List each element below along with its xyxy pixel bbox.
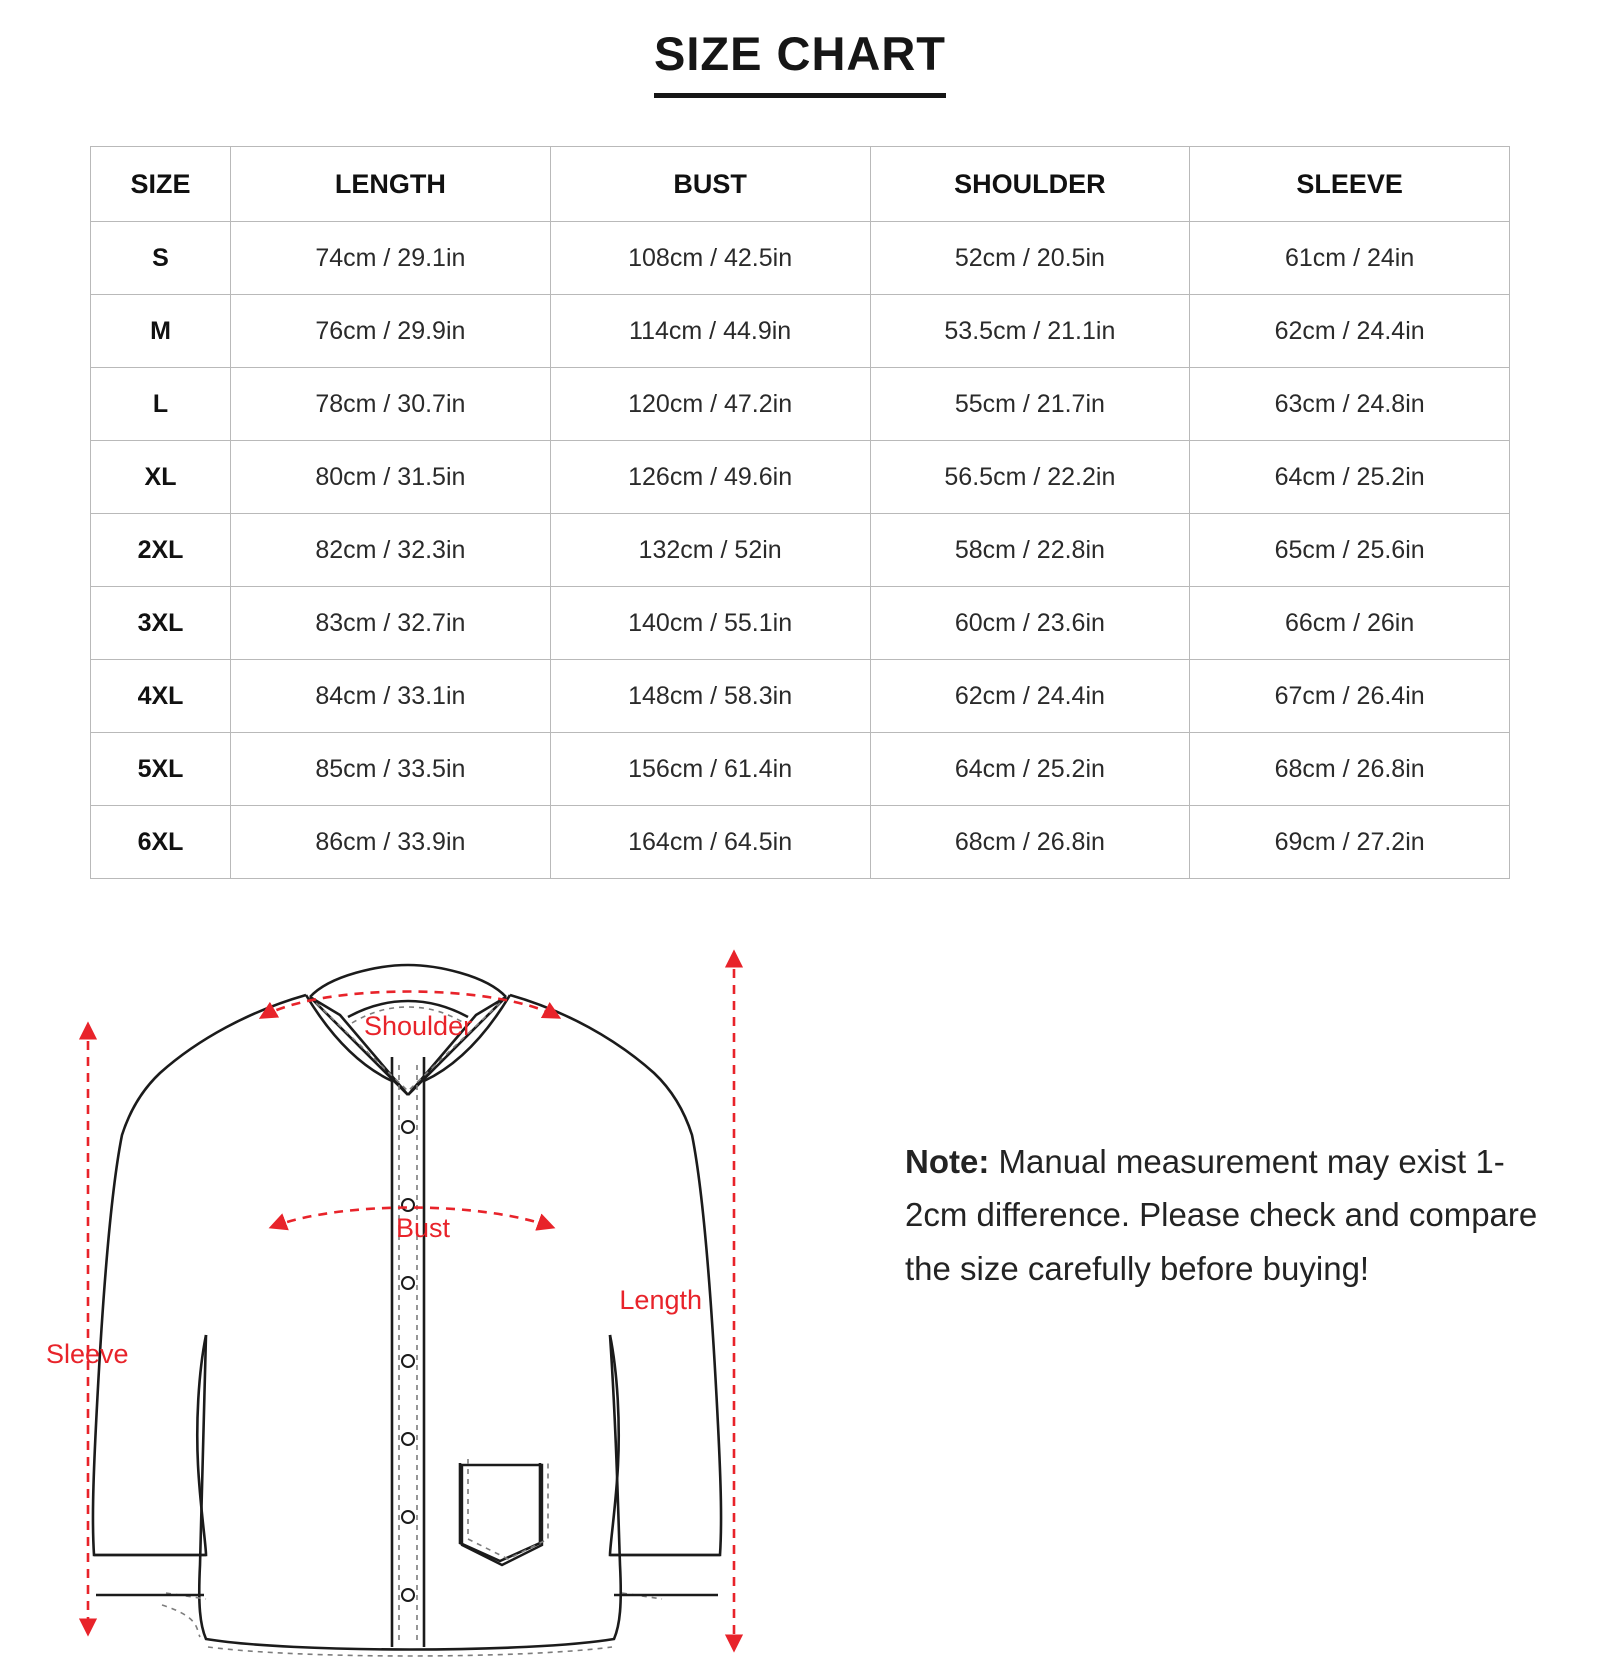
- cell-shoulder: 55cm / 21.7in: [870, 368, 1190, 441]
- column-header-bust: BUST: [550, 147, 870, 222]
- note-prefix: Note:: [905, 1143, 990, 1180]
- cell-sleeve: 62cm / 24.4in: [1190, 295, 1510, 368]
- cell-size: XL: [91, 441, 231, 514]
- cell-shoulder: 56.5cm / 22.2in: [870, 441, 1190, 514]
- cell-sleeve: 61cm / 24in: [1190, 222, 1510, 295]
- note-body: Manual measurement may exist 1-2cm difference. Please check and compare the size carefully before buying!: [905, 1143, 1538, 1287]
- shirt-diagram: [10, 905, 850, 1665]
- cell-size: 2XL: [91, 514, 231, 587]
- cell-shoulder: 58cm / 22.8in: [870, 514, 1190, 587]
- column-header-size: SIZE: [91, 147, 231, 222]
- table-row: [91, 295, 1510, 368]
- cell-sleeve: 67cm / 26.4in: [1190, 660, 1510, 733]
- label-shoulder: Shoulder: [364, 1011, 473, 1041]
- cell-length: 82cm / 32.3in: [231, 514, 551, 587]
- cell-bust: 156cm / 61.4in: [550, 733, 870, 806]
- table-row: [91, 733, 1510, 806]
- label-bust: Bust: [396, 1213, 451, 1243]
- cell-size: L: [91, 368, 231, 441]
- cell-sleeve: 66cm / 26in: [1190, 587, 1510, 660]
- table-row: [91, 587, 1510, 660]
- cell-length: 83cm / 32.7in: [231, 587, 551, 660]
- cell-sleeve: 69cm / 27.2in: [1190, 806, 1510, 879]
- cell-bust: 132cm / 52in: [550, 514, 870, 587]
- cell-sleeve: 68cm / 26.8in: [1190, 733, 1510, 806]
- cell-bust: 120cm / 47.2in: [550, 368, 870, 441]
- column-header-length: LENGTH: [231, 147, 551, 222]
- table-row: [91, 514, 1510, 587]
- cell-length: 84cm / 33.1in: [231, 660, 551, 733]
- cell-sleeve: 65cm / 25.6in: [1190, 514, 1510, 587]
- column-header-sleeve: SLEEVE: [1190, 147, 1510, 222]
- label-sleeve: Sleeve: [46, 1339, 129, 1369]
- table-row: [91, 368, 1510, 441]
- table-row: [91, 441, 1510, 514]
- cell-shoulder: 53.5cm / 21.1in: [870, 295, 1190, 368]
- cell-shoulder: 64cm / 25.2in: [870, 733, 1190, 806]
- table-row: [91, 806, 1510, 879]
- cell-length: 78cm / 30.7in: [231, 368, 551, 441]
- cell-size: 5XL: [91, 733, 231, 806]
- cell-length: 86cm / 33.9in: [231, 806, 551, 879]
- cell-length: 76cm / 29.9in: [231, 295, 551, 368]
- page-title: SIZE CHART: [654, 26, 946, 98]
- page-title-wrap: [0, 0, 1600, 98]
- shirt-stitching: [162, 1003, 662, 1656]
- shirt-buttons: [402, 1121, 414, 1601]
- cell-shoulder: 60cm / 23.6in: [870, 587, 1190, 660]
- cell-size: M: [91, 295, 231, 368]
- cell-length: 74cm / 29.1in: [231, 222, 551, 295]
- cell-size: S: [91, 222, 231, 295]
- size-chart-table: [90, 146, 1510, 879]
- cell-size: 6XL: [91, 806, 231, 879]
- cell-shoulder: 52cm / 20.5in: [870, 222, 1190, 295]
- cell-length: 85cm / 33.5in: [231, 733, 551, 806]
- cell-bust: 148cm / 58.3in: [550, 660, 870, 733]
- cell-size: 4XL: [91, 660, 231, 733]
- cell-bust: 140cm / 55.1in: [550, 587, 870, 660]
- column-header-shoulder: SHOULDER: [870, 147, 1190, 222]
- cell-length: 80cm / 31.5in: [231, 441, 551, 514]
- cell-size: 3XL: [91, 587, 231, 660]
- table-row: [91, 222, 1510, 295]
- cell-bust: 108cm / 42.5in: [550, 222, 870, 295]
- cell-bust: 164cm / 64.5in: [550, 806, 870, 879]
- table-row: [91, 660, 1510, 733]
- cell-bust: 114cm / 44.9in: [550, 295, 870, 368]
- note-text: [905, 1135, 1545, 1295]
- table-header-row: [91, 147, 1510, 222]
- cell-bust: 126cm / 49.6in: [550, 441, 870, 514]
- cell-shoulder: 62cm / 24.4in: [870, 660, 1190, 733]
- cell-sleeve: 64cm / 25.2in: [1190, 441, 1510, 514]
- label-length: Length: [619, 1285, 702, 1315]
- cell-sleeve: 63cm / 24.8in: [1190, 368, 1510, 441]
- cell-shoulder: 68cm / 26.8in: [870, 806, 1190, 879]
